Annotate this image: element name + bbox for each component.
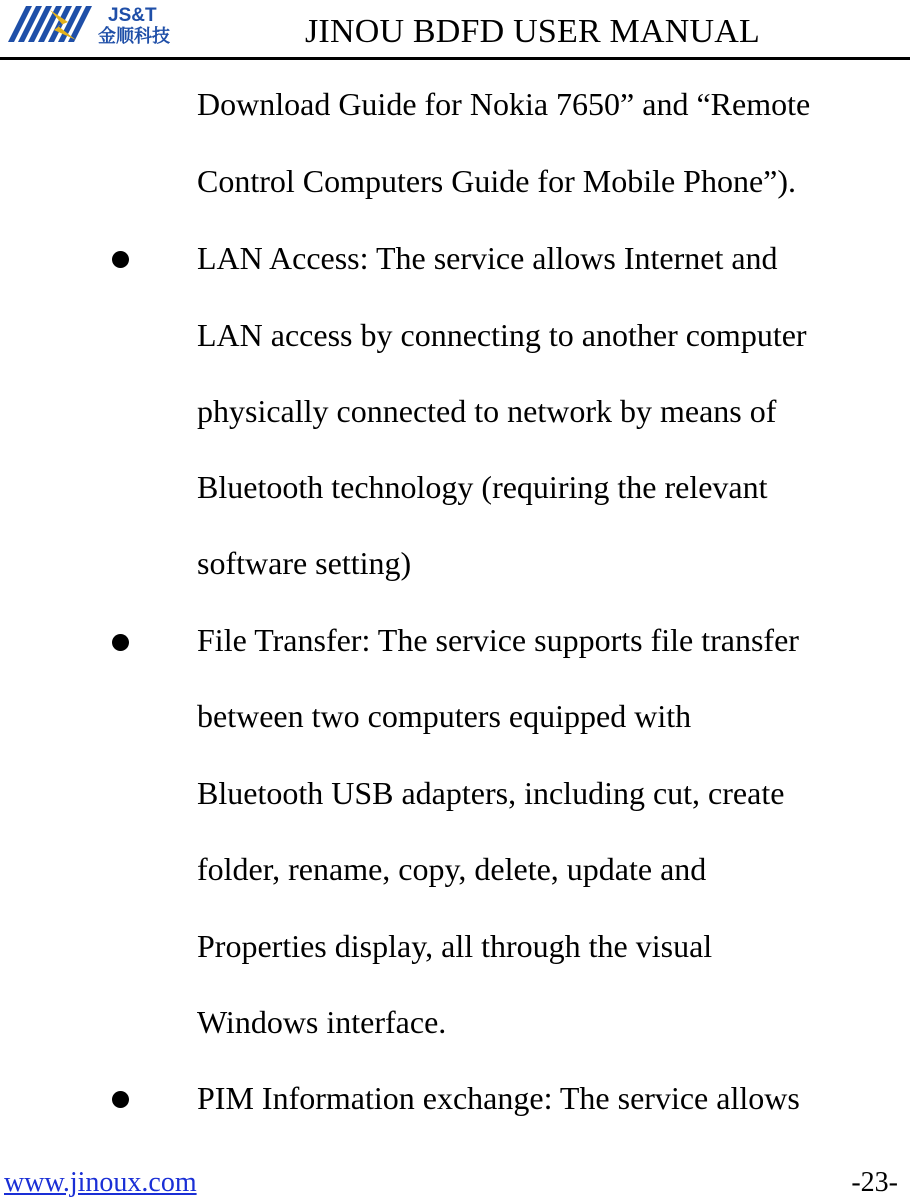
- body-line-6: Bluetooth technology (requiring the relevant: [197, 469, 768, 505]
- header-divider: [0, 57, 910, 60]
- bullet-icon: [112, 1091, 129, 1108]
- body-line-10: Bluetooth USB adapters, including cut, create: [197, 775, 785, 811]
- body-line-11: folder, rename, copy, delete, update and: [197, 851, 707, 887]
- body-line-13: Windows interface.: [197, 1004, 447, 1040]
- page-number: -23-: [851, 1167, 898, 1198]
- body-line-12: Properties display, all through the visual: [197, 928, 713, 964]
- bullet-icon: [112, 251, 129, 268]
- bullet-icon: [112, 634, 129, 651]
- logo-stripes-icon: [8, 6, 92, 42]
- body-line-8: File Transfer: The service supports file transfer: [197, 622, 799, 658]
- body-line-14: PIM Information exchange: The service allows: [197, 1080, 800, 1116]
- body-line-7: software setting): [197, 545, 412, 581]
- body-line-1: Download Guide for Nokia 7650” and “Remote: [197, 86, 811, 122]
- page-title: JINOU BDFD USER MANUAL: [305, 13, 760, 50]
- logo-text-top: JS&T: [108, 5, 157, 26]
- body-line-2: Control Computers Guide for Mobile Phone”).: [197, 163, 797, 199]
- body-line-3: LAN Access: The service allows Internet and: [197, 240, 778, 276]
- body-line-9: between two computers equipped with: [197, 698, 692, 734]
- body-line-4: LAN access by connecting to another computer: [197, 317, 807, 353]
- logo-text-bottom: 金顺科技: [98, 26, 170, 47]
- page-header: [0, 0, 910, 62]
- body-line-5: physically connected to network by means of: [197, 393, 777, 429]
- website-link[interactable]: www.jinoux.com: [4, 1167, 197, 1198]
- company-logo: [6, 2, 186, 48]
